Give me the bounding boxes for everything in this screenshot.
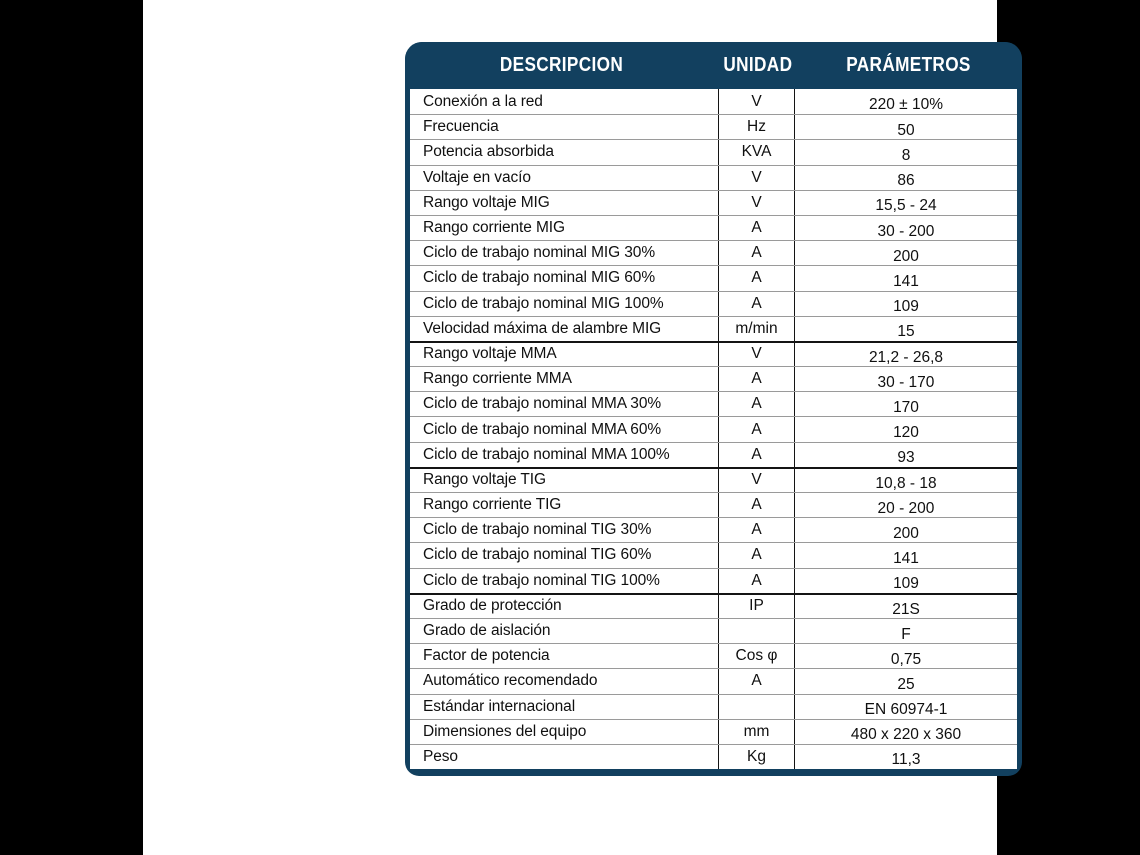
cell-unit: m/min — [718, 317, 795, 341]
cell-parameter: 170 — [893, 398, 919, 416]
cell-parameter: 25 — [897, 675, 915, 693]
table-row — [410, 694, 1017, 719]
cell-unit: V — [718, 166, 795, 190]
table-row — [410, 467, 1017, 492]
cell-unit: A — [718, 367, 795, 391]
table-row — [410, 240, 1017, 265]
cell-unit — [718, 619, 795, 643]
cell-unit: V — [718, 89, 795, 114]
cell-description: Rango corriente TIG — [423, 496, 562, 514]
cell-unit: A — [718, 266, 795, 290]
cell-parameter: 480 x 220 x 360 — [850, 726, 962, 744]
cell-unit: A — [718, 543, 795, 567]
cell-parameter: 93 — [897, 449, 915, 467]
table-header-row — [405, 42, 1022, 89]
cell-parameter: 120 — [893, 424, 919, 442]
column-header-unit: UNIDAD — [723, 54, 793, 76]
table-row — [410, 291, 1017, 316]
cell-description: Ciclo de trabajo nominal TIG 60% — [423, 546, 652, 564]
cell-unit: A — [718, 569, 795, 593]
cell-unit: A — [718, 392, 795, 416]
table-row — [410, 442, 1017, 467]
cell-parameter: 30 - 170 — [877, 373, 935, 391]
table-row — [410, 215, 1017, 240]
cell-unit: KVA — [718, 140, 795, 164]
column-header-description: DESCRIPCION — [499, 54, 624, 76]
table-row — [410, 391, 1017, 416]
cell-description: Conexión a la red — [423, 92, 543, 110]
cell-parameter: EN 60974-1 — [864, 701, 948, 719]
table-row — [410, 542, 1017, 567]
cell-unit: A — [718, 292, 795, 316]
cell-description: Peso — [423, 747, 458, 765]
cell-description: Factor de potencia — [423, 647, 550, 665]
table-row — [410, 593, 1017, 618]
cell-description: Velocidad máxima de alambre MIG — [423, 319, 662, 337]
cell-description: Rango voltaje MMA — [423, 345, 557, 363]
cell-description: Ciclo de trabajo nominal MMA 100% — [423, 445, 670, 463]
cell-parameter: 109 — [893, 575, 919, 593]
table-row — [410, 492, 1017, 517]
cell-parameter: 141 — [893, 549, 919, 567]
cell-parameter: 30 - 200 — [877, 222, 935, 240]
cell-description: Ciclo de trabajo nominal MIG 30% — [423, 244, 655, 262]
cell-parameter: 10,8 - 18 — [875, 474, 937, 492]
cell-unit: IP — [718, 595, 795, 618]
cell-parameter: 8 — [901, 146, 911, 164]
cell-description: Ciclo de trabajo nominal TIG 30% — [423, 521, 652, 539]
table-row — [410, 89, 1017, 114]
table-row — [410, 366, 1017, 391]
table-row — [410, 139, 1017, 164]
specifications-table-card — [405, 42, 1022, 776]
table-body — [410, 89, 1017, 769]
cell-description: Ciclo de trabajo nominal TIG 100% — [423, 571, 660, 589]
table-row — [410, 190, 1017, 215]
cell-unit: V — [718, 343, 795, 366]
cell-unit: A — [718, 518, 795, 542]
cell-unit: V — [718, 469, 795, 492]
cell-unit: A — [718, 241, 795, 265]
cell-parameter: F — [901, 625, 911, 643]
table-row — [410, 668, 1017, 693]
cell-parameter: 11,3 — [891, 751, 921, 769]
table-row — [410, 341, 1017, 366]
cell-description: Rango voltaje TIG — [423, 471, 546, 489]
cell-parameter: 0,75 — [890, 650, 922, 668]
table-row — [410, 643, 1017, 668]
cell-unit: A — [718, 417, 795, 441]
table-row — [410, 719, 1017, 744]
cell-unit: Kg — [718, 745, 795, 769]
column-header-parameter: PARÁMETROS — [846, 54, 971, 76]
cell-parameter: 200 — [893, 524, 919, 542]
cell-parameter: 220 ± 10% — [868, 96, 943, 114]
cell-description: Rango corriente MIG — [423, 219, 565, 237]
cell-parameter: 141 — [893, 272, 919, 290]
cell-description: Rango corriente MMA — [423, 370, 572, 388]
cell-description: Ciclo de trabajo nominal MMA 60% — [423, 420, 662, 438]
cell-description: Frecuencia — [423, 118, 499, 136]
cell-description: Voltaje en vacío — [423, 168, 531, 186]
cell-unit: Cos φ — [718, 644, 795, 668]
table-row — [410, 316, 1017, 341]
table-row — [410, 618, 1017, 643]
cell-unit: Hz — [718, 115, 795, 139]
cell-description: Grado de aislación — [423, 622, 551, 640]
cell-unit: V — [718, 191, 795, 215]
cell-unit: A — [718, 443, 795, 467]
table-row — [410, 568, 1017, 593]
cell-description: Rango voltaje MIG — [423, 193, 550, 211]
cell-parameter: 86 — [897, 172, 915, 190]
cell-description: Estándar internacional — [423, 697, 576, 715]
cell-parameter: 109 — [893, 298, 919, 316]
cell-description: Ciclo de trabajo nominal MIG 60% — [423, 269, 655, 287]
table-row — [410, 165, 1017, 190]
cell-parameter: 15,5 - 24 — [875, 197, 937, 215]
cell-description: Potencia absorbida — [423, 143, 554, 161]
cell-parameter: 15 — [897, 323, 915, 341]
cell-parameter: 21,2 - 26,8 — [868, 348, 944, 366]
cell-parameter: 200 — [893, 247, 919, 265]
cell-description: Automático recomendado — [423, 672, 598, 690]
cell-unit: A — [718, 216, 795, 240]
cell-description: Ciclo de trabajo nominal MIG 100% — [423, 294, 664, 312]
cell-description: Ciclo de trabajo nominal MMA 30% — [423, 395, 662, 413]
document-page — [143, 0, 997, 855]
table-row — [410, 265, 1017, 290]
cell-parameter: 50 — [897, 121, 915, 139]
table-row — [410, 416, 1017, 441]
cell-unit: A — [718, 669, 795, 693]
table-row — [410, 114, 1017, 139]
table-row — [410, 744, 1017, 769]
cell-unit — [718, 695, 795, 719]
cell-description: Dimensiones del equipo — [423, 722, 587, 740]
cell-description: Grado de protección — [423, 597, 562, 615]
cell-unit: A — [718, 493, 795, 517]
table-row — [410, 517, 1017, 542]
cell-unit: mm — [718, 720, 795, 744]
cell-parameter: 21S — [892, 600, 920, 618]
cell-parameter: 20 - 200 — [877, 499, 935, 517]
